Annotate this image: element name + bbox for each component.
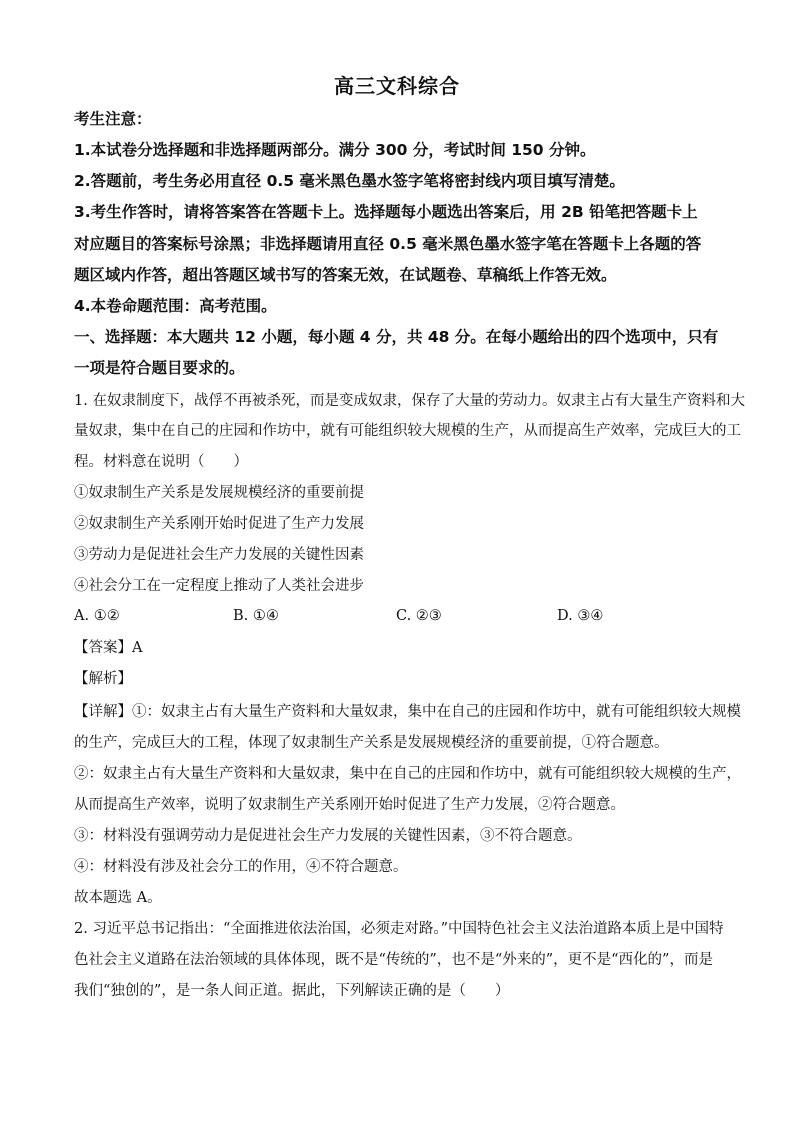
notice-heading: 考生注意： xyxy=(74,110,152,128)
section-heading-cont: 一项是符合题目要求的。 xyxy=(74,359,245,377)
section-heading: 一、选择题：本大题共 12 小题，每小题 4 分，共 48 分。在每小题给出的四个选项中，只有 xyxy=(74,328,719,346)
notice-item: 1.本试卷分选择题和非选择题两部分。满分 300 分，考试时间 150 分钟。 xyxy=(74,141,596,159)
q1-statement: ③劳动力是促进社会生产力发展的关键性因素 xyxy=(74,547,364,563)
q1-statement: ②奴隶制生产关系刚开始时促进了生产力发展 xyxy=(74,516,364,532)
q2-stem: 我们“独创的”，是一条人间正道。据此，下列解读正确的是（ ） xyxy=(74,983,510,999)
q1-answer: 【答案】A xyxy=(74,640,143,656)
q1-statement: ①奴隶制生产关系是发展规模经济的重要前提 xyxy=(74,485,364,501)
q1-option-b: B. ①④ xyxy=(233,608,279,624)
notice-item: 题区域内作答，超出答题区域书写的答案无效，在试题卷、草稿纸上作答无效。 xyxy=(74,266,617,284)
q1-explanation: 从而提高生产效率，说明了奴隶制生产关系刚开始时促进了生产力发展，②符合题意。 xyxy=(74,797,625,813)
q1-explanation: 的生产，完成巨大的工程，体现了奴隶制生产关系是发展规模经济的重要前提，①符合题意。 xyxy=(74,735,669,751)
q1-option-a: A. ①② xyxy=(74,608,120,624)
q1-stem: 程。材料意在说明（ ） xyxy=(74,454,248,470)
q1-option-d: D. ③④ xyxy=(557,608,604,624)
q1-option-c: C. ②③ xyxy=(396,608,442,624)
q1-statement: ④社会分工在一定程度上推动了人类社会进步 xyxy=(74,578,364,594)
q1-conclusion: 故本题选 A。 xyxy=(74,890,162,906)
page-title: 高三文科综合 xyxy=(334,74,460,98)
q2-stem: 2. 习近平总书记指出：“全面推进依法治国，必须走对路。”中国特色社会主义法治道路本质上是中国特 xyxy=(74,921,724,937)
notice-item: 3.考生作答时，请将答案答在答题卡上。选择题每小题选出答案后，用 2B 铅笔把答题卡上 xyxy=(74,203,698,221)
notice-item: 对应题目的答案标号涂黑；非选择题请用直径 0.5 毫米黑色墨水签字笔在答题卡上各题的答 xyxy=(74,235,702,253)
q1-explanation: ③：材料没有强调劳动力是促进社会生产力发展的关键性因素，③不符合题意。 xyxy=(74,828,582,844)
q1-stem: 量奴隶，集中在自己的庄园和作坊中，就有可能组织较大规模的生产，从而提高生产效率，完成巨大的工 xyxy=(74,423,741,439)
q1-stem: 1. 在奴隶制度下，战俘不再被杀死，而是变成奴隶，保存了大量的劳动力。奴隶主占有大量生产资料和大 xyxy=(74,393,745,409)
q1-explanation: ④：材料没有涉及社会分工的作用，④不符合题意。 xyxy=(74,859,408,875)
q1-explanation: 【详解】①：奴隶主占有大量生产资料和大量奴隶，集中在自己的庄园和作坊中，就有可能组织较大规模 xyxy=(74,704,741,720)
q1-explanation: ②：奴隶主占有大量生产资料和大量奴隶，集中在自己的庄园和作坊中，就有可能组织较大规模的生产， xyxy=(74,766,741,782)
q1-analysis-label: 【解析】 xyxy=(74,671,132,687)
q2-stem: 色社会主义道路在法治领域的具体体现，既不是“传统的”，也不是“外来的”，更不是“西化的”，而是 xyxy=(74,952,713,968)
notice-item: 4.本卷命题范围：高考范围。 xyxy=(74,297,277,315)
notice-item: 2.答题前，考生务必用直径 0.5 毫米黑色墨水签字笔将密封线内项目填写清楚。 xyxy=(74,172,625,190)
